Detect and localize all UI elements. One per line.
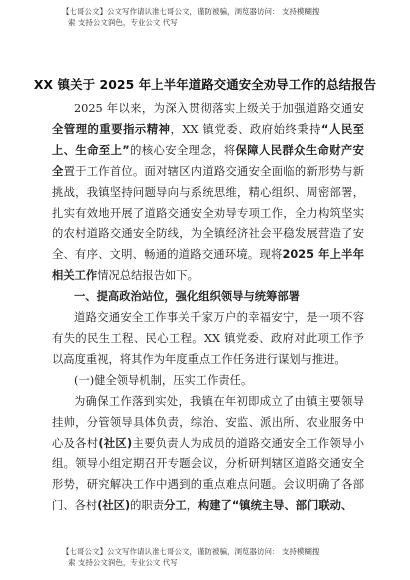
document-body (52, 99, 364, 517)
emphasis-text: (社区) (97, 499, 131, 513)
section-1-paragraph: 道路交通安全工作事关千家万户的幸福安宁，是一项不容有失的民生工程、民心工程。XX 镇党委、政府对此项工作予以高度重视，将其作为年度重点工作任务进行谋划与推进。 (52, 311, 364, 366)
header-note-line-1: 【七哥公文】公文写作请认准七哥公文，谨防被骗，浏览器访问： 支持模糊搜 (62, 7, 320, 16)
emphasis-text: (社区) (98, 436, 133, 450)
emphasis-text: 全管理的重要指示精神 (52, 122, 171, 136)
subsection-heading-1: (一)健全领导机制，压实工作责任。 (74, 373, 253, 387)
document-title: XX 镇关于 2025 年上半年道路交通安全劝导工作的总结报告 (33, 77, 377, 92)
footer-note-line-2: 索 支持公文润色，专业公文 代写 (68, 558, 178, 567)
emphasis-text: 构建了“镇统主导、部门联动、 (197, 499, 353, 513)
emphasis-text: 2025 年上半年相关工作 (52, 248, 364, 283)
section-heading-1: 一、提高政治站位，强化组织领导与统筹部署 (74, 290, 300, 304)
footer-watermark-note (62, 546, 362, 568)
header-note-line-2: 索 支持公文润色，专业公文 代写 (68, 18, 178, 27)
emphasis-text: 分工 (164, 499, 187, 513)
subsection-1-paragraph: 为确保工作落到实处，我镇在年初即成立了由镇主要领导挂帅，分管领导具体负责，综治、安监、派出所、农业服务中心及各村(社区)主要负责人为成员的道路交通安全工作领导小组。领导小组定期召开专题会议，分析研判辖区道路交通安全形势，研究解决工作中遇到的重点难点问题。会议明确了各部门、各村(社区)的职责分工，构建了“镇统主导、部门联动、 (52, 394, 364, 513)
intro-paragraph: 2025 年以来，为深入贯彻落实上级关于加强道路交通安全管理的重要指示精神，XX 镇党委、政府始终秉持“人民至上、生命至上”的核心安全理念，将保障人民群众生命财产安全置于工作首位。面对辖区内道路交通安全面临的新形势与新挑战，我镇坚持问题导向与系统思维，精心组织、周密部署，扎实有效地开展了道路交通安全劝导专项工作，全力构筑坚实的农村道路交通安全防线，为全镇经济社会平稳发展营造了安全、有序、文明、畅通的道路交通环境。现将2025 年上半年相关工作情况总结报告如下。 (52, 102, 364, 283)
footer-note-line-1: 【七哥公文】公文写作请认准七哥公文，谨防被骗，浏览器访问： 支持模糊搜 (62, 547, 320, 556)
header-watermark-note (62, 6, 362, 28)
emphasis-text: “人民至上、生命至上” (52, 122, 364, 157)
emphasis-text: 保障人民群众生命财产安全 (52, 143, 364, 178)
